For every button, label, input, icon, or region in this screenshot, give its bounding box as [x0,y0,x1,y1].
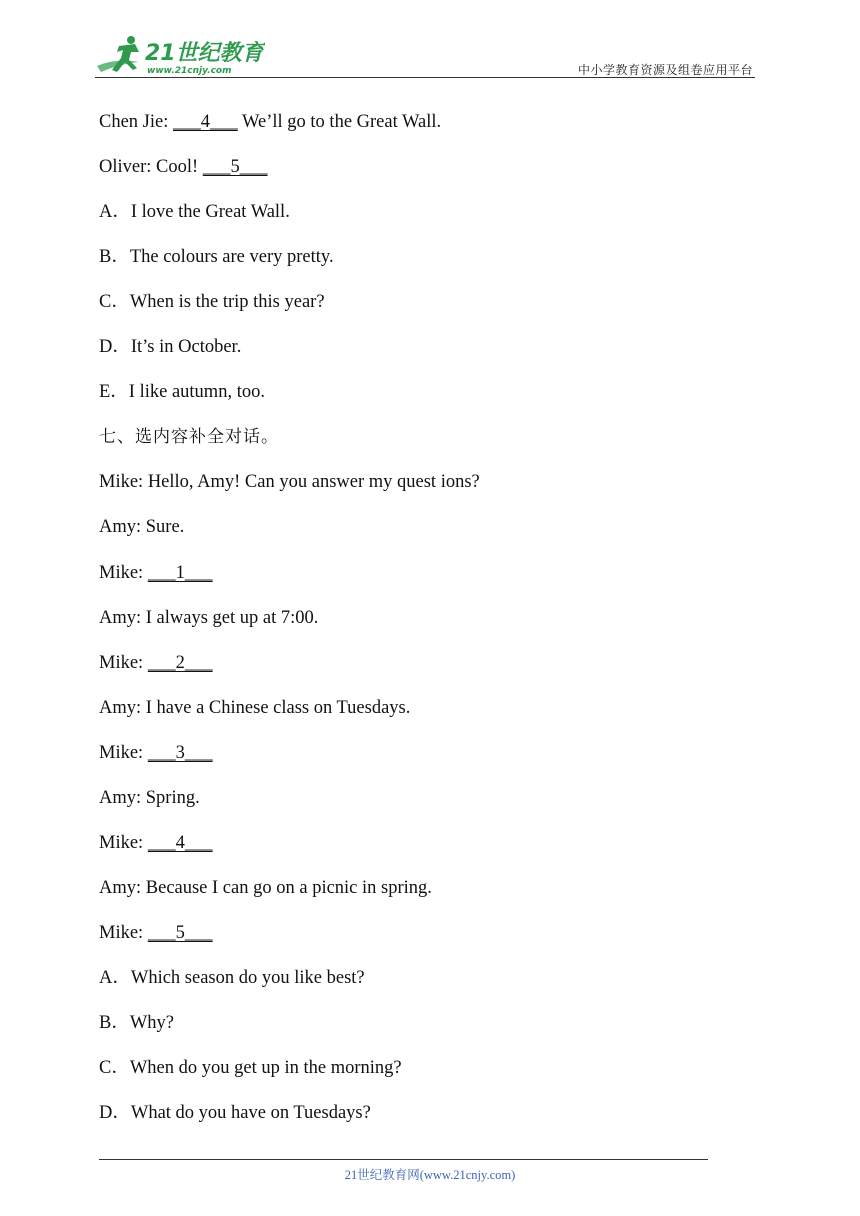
text-line [99,562,213,584]
text-line [99,291,325,313]
text-line [99,201,290,223]
line-text: D．It’s in October. [99,337,242,358]
text-line [99,111,441,133]
footer-divider [99,1159,708,1160]
answer-blank: ___5___ [202,157,268,178]
line-text: Mike: Hello, Amy! Can you answer my quest ions? [99,472,480,493]
page-header [95,32,755,78]
footer-text: 21世纪教育网(www.21cnjy.com) [344,1168,516,1182]
runner-icon [97,36,139,72]
answer-blank: ___4___ [147,832,213,853]
line-text: Mike: [99,832,148,853]
header-divider [95,77,755,78]
text-line [99,652,213,674]
line-text: B．Why? [99,1013,175,1033]
text-line [99,967,365,989]
text-line [99,246,334,268]
line-text: Mike: [99,742,148,763]
answer-blank: ___4___ [173,112,238,132]
answer-blank: ___5___ [147,922,213,943]
text-line [99,471,480,493]
line-text: E．I like autumn, too. [99,382,265,403]
text-line [99,787,200,809]
text-line [99,877,432,899]
line-text: D．What do you have on Tuesdays? [99,1103,371,1124]
text-line [99,516,184,538]
text-line [99,1057,402,1079]
answer-blank: ___3___ [147,742,213,763]
line-text: Oliver: Cool! [99,157,203,178]
text-line [99,381,265,403]
text-line [99,922,213,944]
header-platform-text: 中小学教育资源及组卷应用平台 [577,63,753,77]
logo-url: www.21cnjy.com [147,66,232,76]
logo [95,32,265,78]
text-line [99,832,213,854]
logo-text: 21世纪教育 [145,41,264,66]
text-line [99,1012,174,1034]
line-text: A．I love the Great Wall. [99,202,290,223]
line-text: Mike: [99,922,148,943]
line-text: C．When is the trip this year? [99,292,325,313]
line-text: Amy: Spring. [99,787,200,808]
line-text: Amy: I have a Chinese class on Tuesdays. [99,697,411,718]
line-text: Amy: Sure. [99,517,185,538]
line-text-after-blank: We’ll go to the Great Wall. [237,112,442,132]
line-text: A．Which season do you like best? [99,967,365,988]
line-text: B．The colours are very pretty. [99,247,334,268]
line-text: Amy: I always get up at 7:00. [99,607,319,628]
text-line [99,336,241,358]
text-line [99,697,410,719]
line-text: 七、选内容补全对话。 [99,427,279,448]
text-line [99,156,268,178]
line-text: Chen Jie: [99,112,173,132]
line-text: Mike: [99,562,148,583]
section-heading [99,426,279,448]
answer-blank: ___1___ [147,562,213,583]
line-text: Amy: Because I can go on a picnic in spring. [99,877,432,898]
text-line [99,1102,371,1124]
text-line [99,607,318,629]
text-line [99,742,213,764]
line-text: C．When do you get up in the morning? [99,1058,402,1079]
answer-blank: ___2___ [147,652,213,673]
line-text: Mike: [99,652,148,673]
